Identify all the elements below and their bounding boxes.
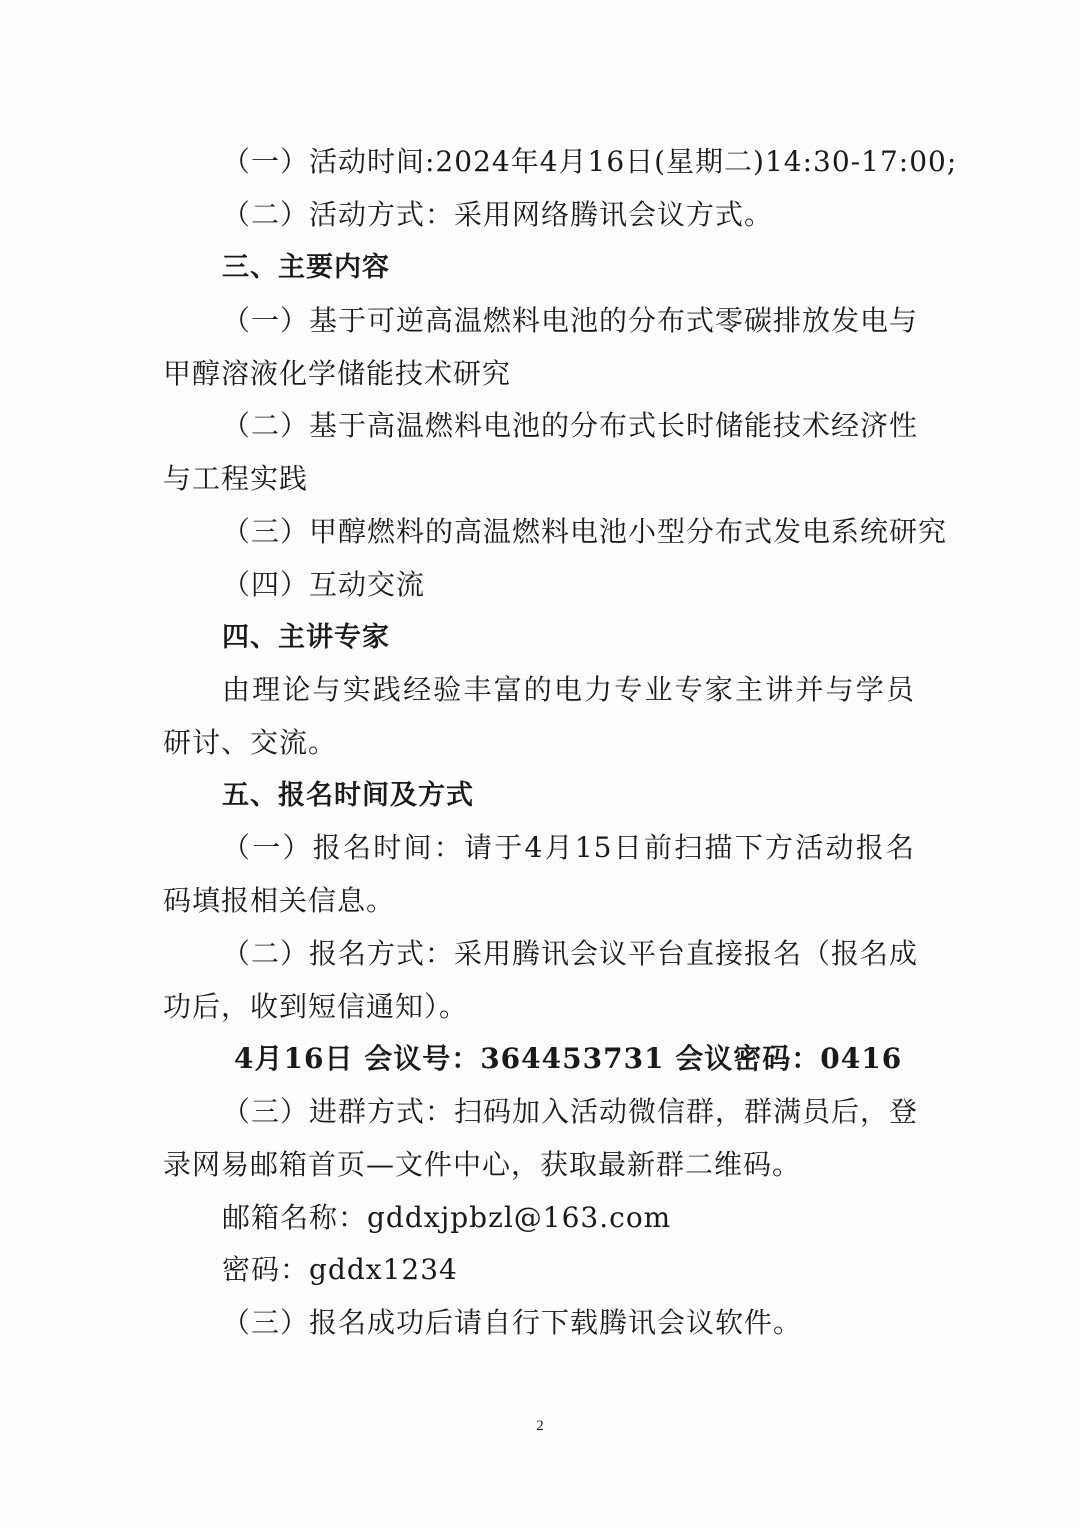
content-item-4: （四）互动交流 — [222, 568, 426, 601]
download-software-line: （三）报名成功后请自行下载腾讯会议软件。 — [222, 1306, 803, 1339]
registration-time-line-1: （一）报名时间：请于4月15日前扫描下方活动报名 — [222, 831, 915, 864]
email-line: 邮箱名称：gddxjpbzl@163.com — [222, 1201, 672, 1234]
password-line: 密码：gddx1234 — [222, 1253, 458, 1286]
registration-mode-line-2: 功后，收到短信通知）。 — [163, 990, 469, 1023]
registration-time-line-2: 码填报相关信息。 — [163, 884, 396, 917]
speakers-line-2: 研讨、交流。 — [163, 726, 338, 759]
content-item-3: （三）甲醇燃料的高温燃料电池小型分布式发电系统研究 — [222, 515, 948, 548]
content-item-1-line-2: 甲醇溶液化学储能技术研究 — [163, 357, 512, 390]
speakers-line-1: 由理论与实践经验丰富的电力专业专家主讲并与学员 — [222, 673, 915, 706]
section-heading-speakers: 四、主讲专家 — [222, 622, 390, 653]
activity-mode-line: （二）活动方式：采用网络腾讯会议方式。 — [222, 198, 774, 231]
activity-time-line: （一）活动时间:2024年4月16日(星期二)14:30-17:00; — [222, 145, 958, 178]
content-item-1-line-1: （一）基于可逆高温燃料电池的分布式零碳排放发电与 — [222, 304, 919, 337]
meeting-info: 4月16日 会议号：364453731 会议密码：0416 — [234, 1042, 903, 1075]
group-join-line-2: 录网易邮箱首页—文件中心，获取最新群二维码。 — [163, 1148, 802, 1181]
group-join-line-1: （三）进群方式：扫码加入活动微信群，群满员后，登 — [222, 1095, 919, 1128]
section-heading-registration: 五、报名时间及方式 — [222, 780, 474, 811]
content-item-2-line-1: （二）基于高温燃料电池的分布式长时储能技术经济性 — [222, 409, 919, 442]
section-heading-main-content: 三、主要内容 — [222, 252, 390, 283]
registration-mode-line-1: （二）报名方式：采用腾讯会议平台直接报名（报名成 — [222, 937, 919, 970]
page-number: 2 — [536, 1418, 544, 1434]
content-item-2-line-2: 与工程实践 — [163, 462, 309, 495]
